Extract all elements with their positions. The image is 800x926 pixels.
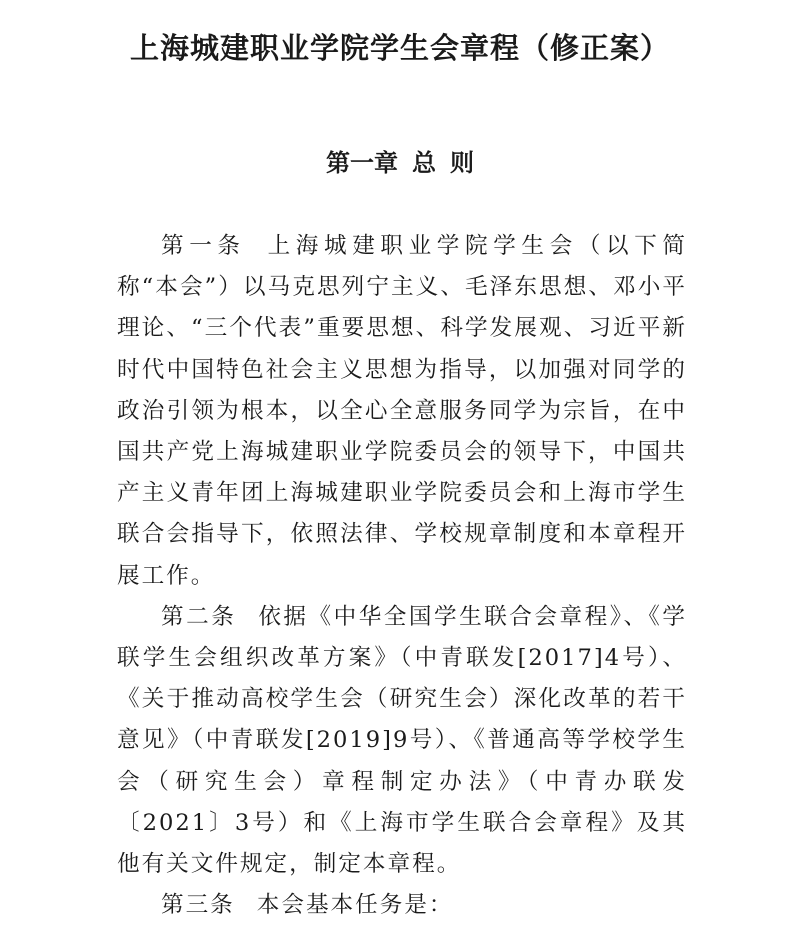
chapter-number: 第一章 [326, 149, 398, 177]
article-paragraph [117, 885, 687, 926]
chapter-title: 总则 [412, 149, 488, 177]
article-text: 本会基本任务是： [256, 892, 454, 919]
article-paragraph [117, 597, 687, 885]
article-label: 第二条 [161, 603, 237, 630]
document-title: 上海城建职业学院学生会章程（修正案） [129, 31, 670, 65]
chapter-heading [0, 146, 800, 180]
article-label: 第一条 [161, 233, 246, 259]
article-text: 依据《中华全国学生联合会章程》、《学联学生会组织改革方案》（中青联发[2017]4号）、《关于推动高校学生会（研究生会）深化改革的若干意见》（中青联发[2019]9号）、《普通高等学校学生会（研究生会）章程制定办法》（中青办联发〔2021〕3号）和《上海市学生联合会章程》及其他有关文件规定，制定本章程。 [117, 603, 688, 878]
article-label: 第三条 [161, 892, 235, 919]
document-body [117, 226, 687, 926]
article-paragraph [117, 226, 687, 597]
article-text: 上海城建职业学院学生会（以下简称“本会”）以马克思列宁主义、毛泽东思想、邓小平理论、“三个代表”重要思想、科学发展观、习近平新时代中国特色社会主义思想为指导，以加强对同学的政治引领为根本，以全心全意服务同学为宗旨，在中国共产党上海城建职业学院委员会的领导下，中国共产主义青年团上海城建职业学院委员会和上海市学生联合会指导下，依照法律、学校规章制度和本章程开展工作。 [117, 233, 688, 589]
